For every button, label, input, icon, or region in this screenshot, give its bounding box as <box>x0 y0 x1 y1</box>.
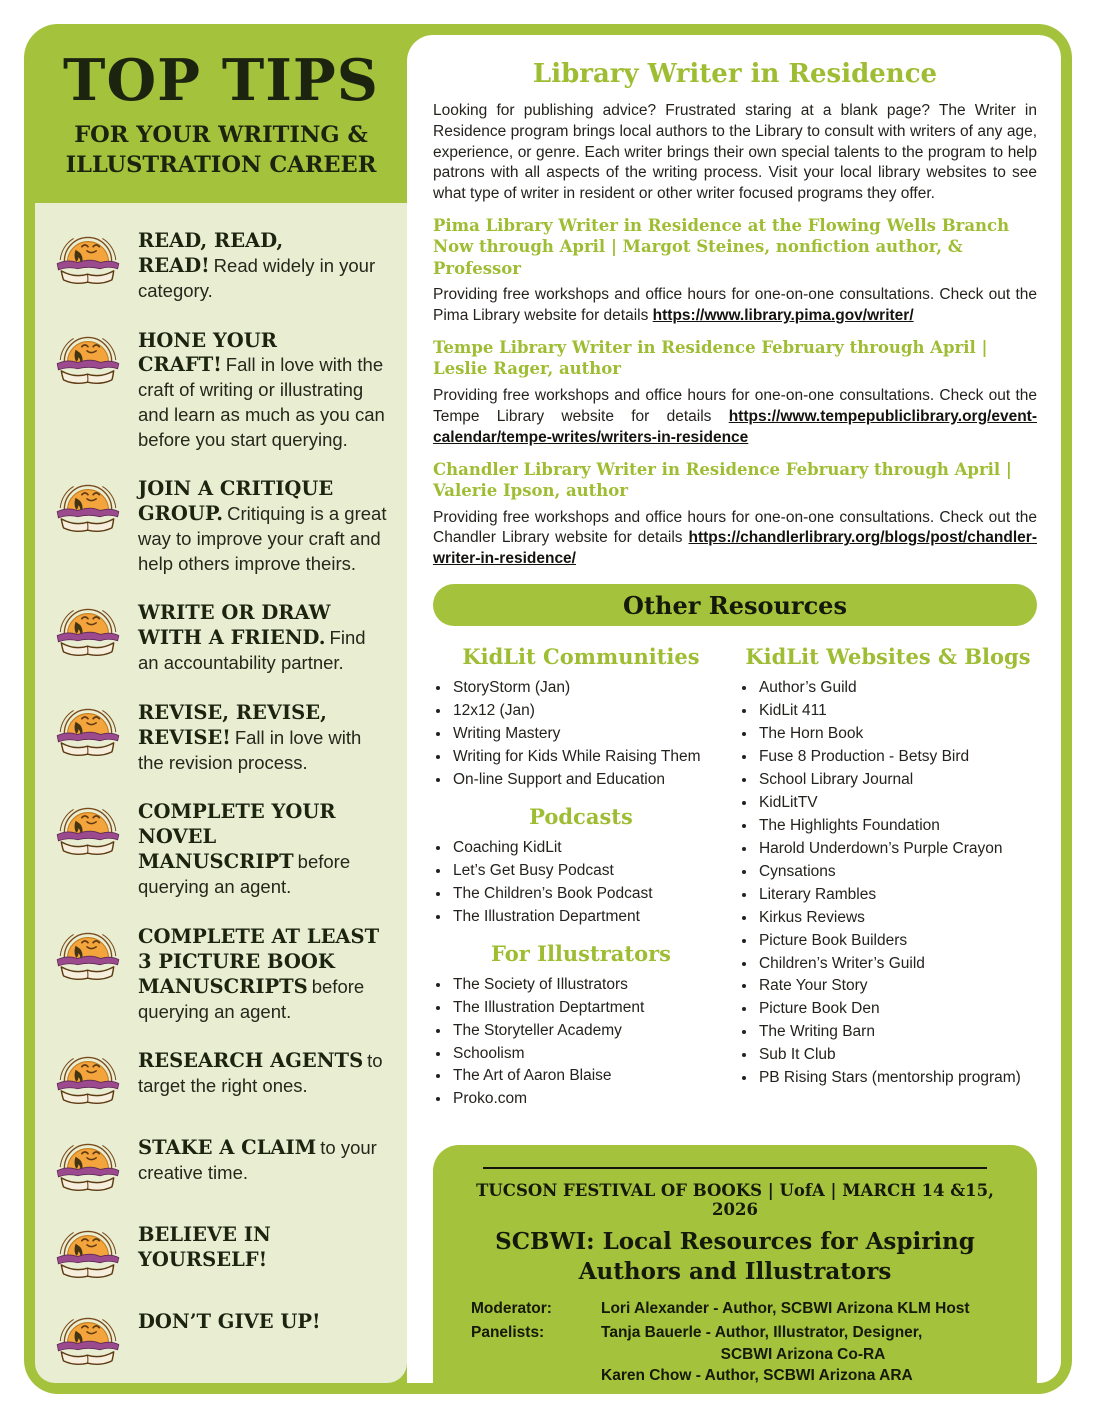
entry-body <box>433 386 1037 449</box>
entry-link[interactable]: https://www.tempepubliclibrary.org/event-calendar/tempe-writes/writers-in-residence <box>433 407 1037 446</box>
resource-section <box>433 644 729 792</box>
event-rows <box>471 1298 1005 1383</box>
tip-heading: REVISE, REVISE, REVISE! <box>138 700 327 749</box>
resource-item: • Writing for Kids While Raising Them <box>451 746 729 769</box>
resource-item: • Picture Book Builders <box>757 930 1037 953</box>
tip-body: Find an accountability partner. <box>138 627 366 674</box>
event-role-label: Moderator: <box>471 1300 552 1318</box>
resource-item: • Proko.com <box>451 1088 729 1111</box>
resource-list <box>739 677 1037 1090</box>
entry-heading-line2: Leslie Rager, author <box>433 359 621 379</box>
tip-item <box>51 1223 391 1285</box>
resource-section <box>433 941 729 1112</box>
tip-item <box>51 601 391 676</box>
resource-list <box>433 974 729 1112</box>
tip-text <box>138 1310 325 1335</box>
entry-heading <box>433 337 1037 380</box>
resource-item: • 12x12 (Jan) <box>451 700 729 723</box>
tip-item <box>51 229 391 304</box>
main-panel <box>407 35 1061 1383</box>
tip-item <box>51 925 391 1024</box>
resource-item: • Let’s Get Busy Podcast <box>451 860 729 883</box>
tip-body: before querying an agent. <box>138 975 365 1022</box>
resource-item: • Sub It Club <box>757 1044 1037 1067</box>
resource-heading: KidLit Websites & Blogs <box>745 644 1031 670</box>
sunrise-book-icon <box>51 1224 125 1285</box>
top-tips-title: TOP TIPS <box>63 47 379 114</box>
resource-item: • Cynsations <box>757 861 1037 884</box>
entry-body <box>433 508 1037 571</box>
residence-entry <box>433 459 1037 571</box>
entry-heading <box>433 459 1037 502</box>
event-row <box>471 1298 1005 1320</box>
tip-text <box>138 601 391 676</box>
tip-item <box>51 701 391 776</box>
tip-body: before querying an agent. <box>138 851 351 898</box>
event-title: SCBWI: Local Resources for Aspiring Authors and Illustrators <box>495 1228 975 1285</box>
resource-item: • The Children’s Book Podcast <box>451 883 729 906</box>
resource-heading: For Illustrators <box>490 940 671 966</box>
resource-item: • School Library Journal <box>757 769 1037 792</box>
tip-body: Critiquing is a great way to improve your craft and help others improve theirs. <box>138 503 387 574</box>
resource-item: • KidLitTV <box>757 792 1037 815</box>
sunrise-book-icon <box>51 801 125 862</box>
resource-item: • The Society of Illustrators <box>451 974 729 997</box>
tip-body: to target the right ones. <box>138 1050 383 1097</box>
resources-column-right <box>729 632 1037 1111</box>
resource-list <box>433 837 729 929</box>
resource-item: • Harold Underdown’s Purple Crayon <box>757 838 1037 861</box>
tip-text <box>138 925 391 1024</box>
resource-item: • The Illustration Deptartment <box>451 997 729 1020</box>
tip-item <box>51 477 391 576</box>
event-value-line: Tanja Bauerle - Author, Illustrator, Designer, <box>601 1323 923 1341</box>
top-tips-subtitle: FOR YOUR WRITING & ILLUSTRATION CAREER <box>65 121 377 178</box>
resource-item: • Children’s Writer’s Guild <box>757 953 1037 976</box>
entry-body-text: Providing free workshops and office hours for one-on-one consultations. Check out the Pima Library website for details <box>433 286 1037 325</box>
tip-heading: WRITE OR DRAW WITH A FRIEND. <box>138 601 331 650</box>
tip-heading: STAKE A CLAIM <box>138 1136 317 1160</box>
resource-item: • Author’s Guild <box>757 677 1037 700</box>
resource-item: • PB Rising Stars (mentorship program) <box>757 1067 1037 1090</box>
tip-heading: COMPLETE AT LEAST 3 PICTURE BOOK MANUSCRIPTS <box>138 924 380 998</box>
resource-item: • Schoolism <box>451 1043 729 1066</box>
tip-heading: COMPLETE YOUR NOVEL MANUSCRIPT <box>138 800 336 874</box>
resource-item: • KidLit 411 <box>757 700 1037 723</box>
entry-heading-line1: Tempe Library Writer in Residence February through April | <box>433 337 988 357</box>
tip-text <box>138 229 391 304</box>
resource-section <box>433 804 729 929</box>
event-role-label: Panelists: <box>471 1323 545 1341</box>
tip-heading: HONE YOUR CRAFT! <box>138 328 278 377</box>
tip-body: to your creative time. <box>138 1137 377 1184</box>
tip-item <box>51 1310 391 1372</box>
event-value-line: SCBWI Arizona Co-RA <box>720 1345 886 1363</box>
tip-body: Fall in love with the revision process. <box>138 726 362 773</box>
event-role-value <box>601 1298 1005 1320</box>
tip-text <box>138 701 391 776</box>
residence-intro: Looking for publishing advice? Frustrated staring at a blank page? The Writer in Residence program brings local authors to the Library to consult with writers of any age, experience, or genre. Each writer brings their own special talents to the program to help patrons with all aspects of the writing process. Visit your local library websites to see what type of writer in resident or other writer focused programs they offer. <box>433 102 1037 203</box>
tip-heading: BELIEVE IN YOURSELF! <box>138 1223 271 1272</box>
resource-item: • The Highlights Foundation <box>757 815 1037 838</box>
entry-body <box>433 285 1037 327</box>
event-row <box>471 1322 1005 1383</box>
tip-heading: JOIN A CRITIQUE GROUP. <box>138 477 334 526</box>
resource-item: • The Illustration Department <box>451 906 729 929</box>
other-resources-banner <box>433 584 1037 626</box>
resource-item: • The Storyteller Academy <box>451 1020 729 1043</box>
resource-item: • On-line Support and Education <box>451 769 729 792</box>
resources-columns <box>433 632 1037 1111</box>
resource-item: • The Art of Aaron Blaise <box>451 1065 729 1088</box>
residence-entry <box>433 337 1037 449</box>
resource-list <box>433 677 729 792</box>
entry-heading-line2: Now through April | Margot Steines, nonfiction author, & Professor <box>433 237 963 278</box>
tip-item <box>51 800 391 899</box>
tip-item <box>51 1049 391 1111</box>
tip-text <box>138 800 391 899</box>
top-tips-panel <box>35 35 407 1383</box>
resource-item: • The Horn Book <box>757 723 1037 746</box>
residence-entry <box>433 215 1037 327</box>
resource-item: • Rate Your Story <box>757 975 1037 998</box>
resource-item: • StoryStorm (Jan) <box>451 677 729 700</box>
sunrise-book-icon <box>51 1311 125 1372</box>
tip-body: Read widely in your category. <box>138 254 376 301</box>
sunrise-book-icon <box>51 1050 125 1111</box>
event-rule-top <box>483 1167 987 1169</box>
tip-item <box>51 1136 391 1198</box>
flyer-frame <box>24 24 1072 1394</box>
event-box <box>433 1145 1037 1383</box>
entry-heading-line1: Chandler Library Writer in Residence February through April | <box>433 459 1012 479</box>
resource-item: • Literary Rambles <box>757 884 1037 907</box>
resource-item: • Picture Book Den <box>757 998 1037 1021</box>
entry-heading <box>433 215 1037 279</box>
entry-heading-line2: Valerie Ipson, author <box>433 481 628 501</box>
tip-text <box>138 1049 391 1099</box>
tip-text <box>138 477 391 576</box>
sunrise-book-icon <box>51 926 125 987</box>
resource-item: • The Writing Barn <box>757 1021 1037 1044</box>
tip-text <box>138 329 391 453</box>
event-role-value <box>601 1322 1005 1383</box>
residence-title: Library Writer in Residence <box>532 59 938 89</box>
entry-heading-line1: Pima Library Writer in Residence at the Flowing Wells Branch <box>433 215 1010 235</box>
entry-body-text: Providing free workshops and office hours for one-on-one consultations. Check out the Tempe Library website for details <box>433 386 1037 425</box>
tip-heading: DON’T GIVE UP! <box>138 1310 321 1334</box>
entry-link[interactable]: https://www.library.pima.gov/writer/ <box>652 307 914 325</box>
event-value-line: Lori Alexander - Author, SCBWI Arizona KLM Host <box>601 1300 970 1318</box>
event-value-line: Karen Chow - Author, SCBWI Arizona ARA <box>601 1367 913 1383</box>
residence-entries <box>433 215 1037 570</box>
resource-item: • Kirkus Reviews <box>757 907 1037 930</box>
tip-text <box>138 1223 391 1273</box>
tip-text <box>138 1136 391 1186</box>
sunrise-book-icon <box>51 230 125 291</box>
resource-section <box>739 644 1037 1090</box>
sunrise-book-icon <box>51 702 125 763</box>
tip-heading: RESEARCH AGENTS <box>138 1049 364 1073</box>
sunrise-book-icon <box>51 1137 125 1198</box>
other-resources-label: Other Resources <box>623 590 847 620</box>
tip-body: Fall in love with the craft of writing or illustrating and learn as much as you can before you start querying. <box>138 354 385 450</box>
entry-link[interactable]: https://chandlerlibrary.org/blogs/post/chandler-writer-in-residence/ <box>433 529 1037 568</box>
resource-item: • Writing Mastery <box>451 723 729 746</box>
sunrise-book-icon <box>51 330 125 391</box>
sunrise-book-icon <box>51 602 125 663</box>
main-panel-wrap <box>407 35 1061 1383</box>
resource-item: • Fuse 8 Production - Betsy Bird <box>757 746 1037 769</box>
resource-item: • Coaching KidLit <box>451 837 729 860</box>
sunrise-book-icon <box>51 478 125 539</box>
top-tips-header <box>35 35 407 203</box>
tip-heading: READ, READ, READ! <box>138 229 284 277</box>
tip-item <box>51 329 391 453</box>
resource-heading: Podcasts <box>529 803 633 829</box>
resources-column-left <box>433 632 729 1111</box>
resource-heading: KidLit Communities <box>462 644 700 670</box>
tips-list <box>35 203 407 1383</box>
event-kicker: TUCSON FESTIVAL OF BOOKS | UofA | MARCH 14 &15, 2026 <box>476 1181 994 1220</box>
entry-body-text: Providing free workshops and office hours for one-on-one consultations. Check out the Chandler Library website for details <box>433 508 1037 547</box>
